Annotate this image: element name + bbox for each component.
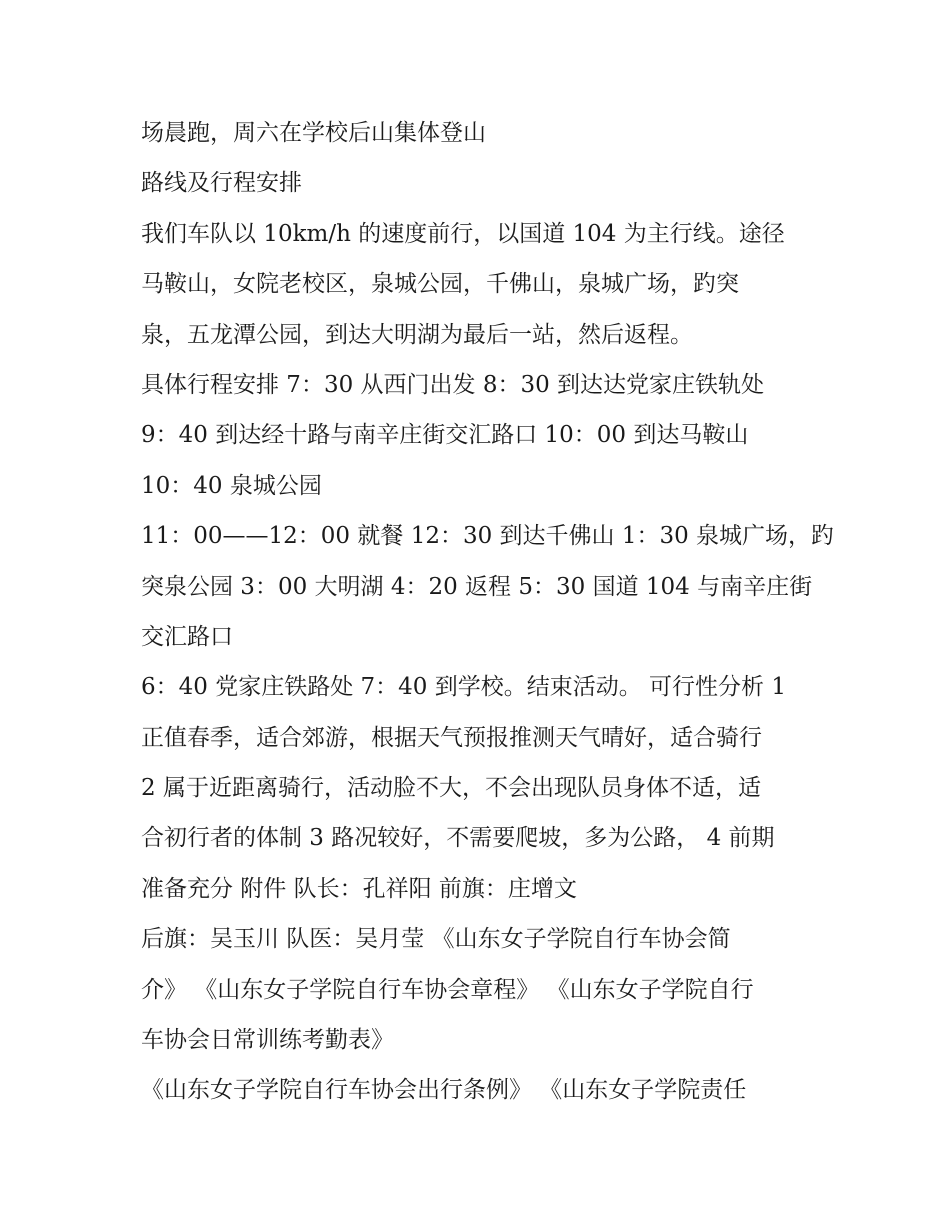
text-line: 突泉公园 3：00 大明湖 4：20 返程 5：30 国道 104 与南辛庄街 [141, 573, 813, 600]
text-line: 介》 《山东女子学院自行车协会章程》 《山东女子学院自行 [141, 976, 754, 1003]
text-line: 合初行者的体制 3 路况较好，不需要爬坡，多为公路， 4 前期 [141, 825, 775, 852]
text-line: 10：40 泉城公园 [141, 472, 322, 499]
text-line: 交汇路口 [141, 623, 233, 650]
section-heading: 路线及行程安排 [141, 170, 302, 197]
text-line: 车协会日常训练考勤表》 [141, 1027, 394, 1054]
text-line: 准备充分 附件 队长：孔祥阳 前旗：庄增文 [141, 875, 577, 902]
text-line: 泉，五龙潭公园，到达大明湖为最后一站，然后返程。 [141, 321, 693, 348]
text-line: 9：40 到达经十路与南辛庄街交汇路口 10：00 到达马鞍山 [141, 422, 749, 449]
text-line: 具体行程安排 7：30 从西门出发 8：30 到达达党家庄铁轨处 [141, 371, 765, 398]
text-line: 后旗：吴玉川 队医：吴月莹 《山东女子学院自行车协会简 [141, 926, 731, 953]
text-line: 场晨跑，周六在学校后山集体登山 [141, 120, 486, 146]
text-line: 马鞍山，女院老校区，泉城公园，千佛山，泉城广场，趵突 [141, 271, 739, 298]
text-line: 我们车队以 10km/h 的速度前行，以国道 104 为主行线。途径 [141, 220, 785, 247]
text-line: 6：40 党家庄铁路处 7：40 到学校。结束活动。 可行性分析 1 [141, 674, 786, 701]
text-line: 《山东女子学院自行车协会出行条例》 《山东女子学院责任 [141, 1077, 747, 1104]
text-line: 正值春季，适合郊游，根据天气预报推测天气晴好，适合骑行 [141, 724, 762, 751]
text-line: 2 属于近距离骑行，活动脸不大，不会出现队员身体不适，适 [141, 775, 761, 802]
document-body [141, 108, 841, 1116]
text-line: 11：00——12：00 就餐 12：30 到达千佛山 1：30 泉城广场，趵 [141, 523, 835, 550]
